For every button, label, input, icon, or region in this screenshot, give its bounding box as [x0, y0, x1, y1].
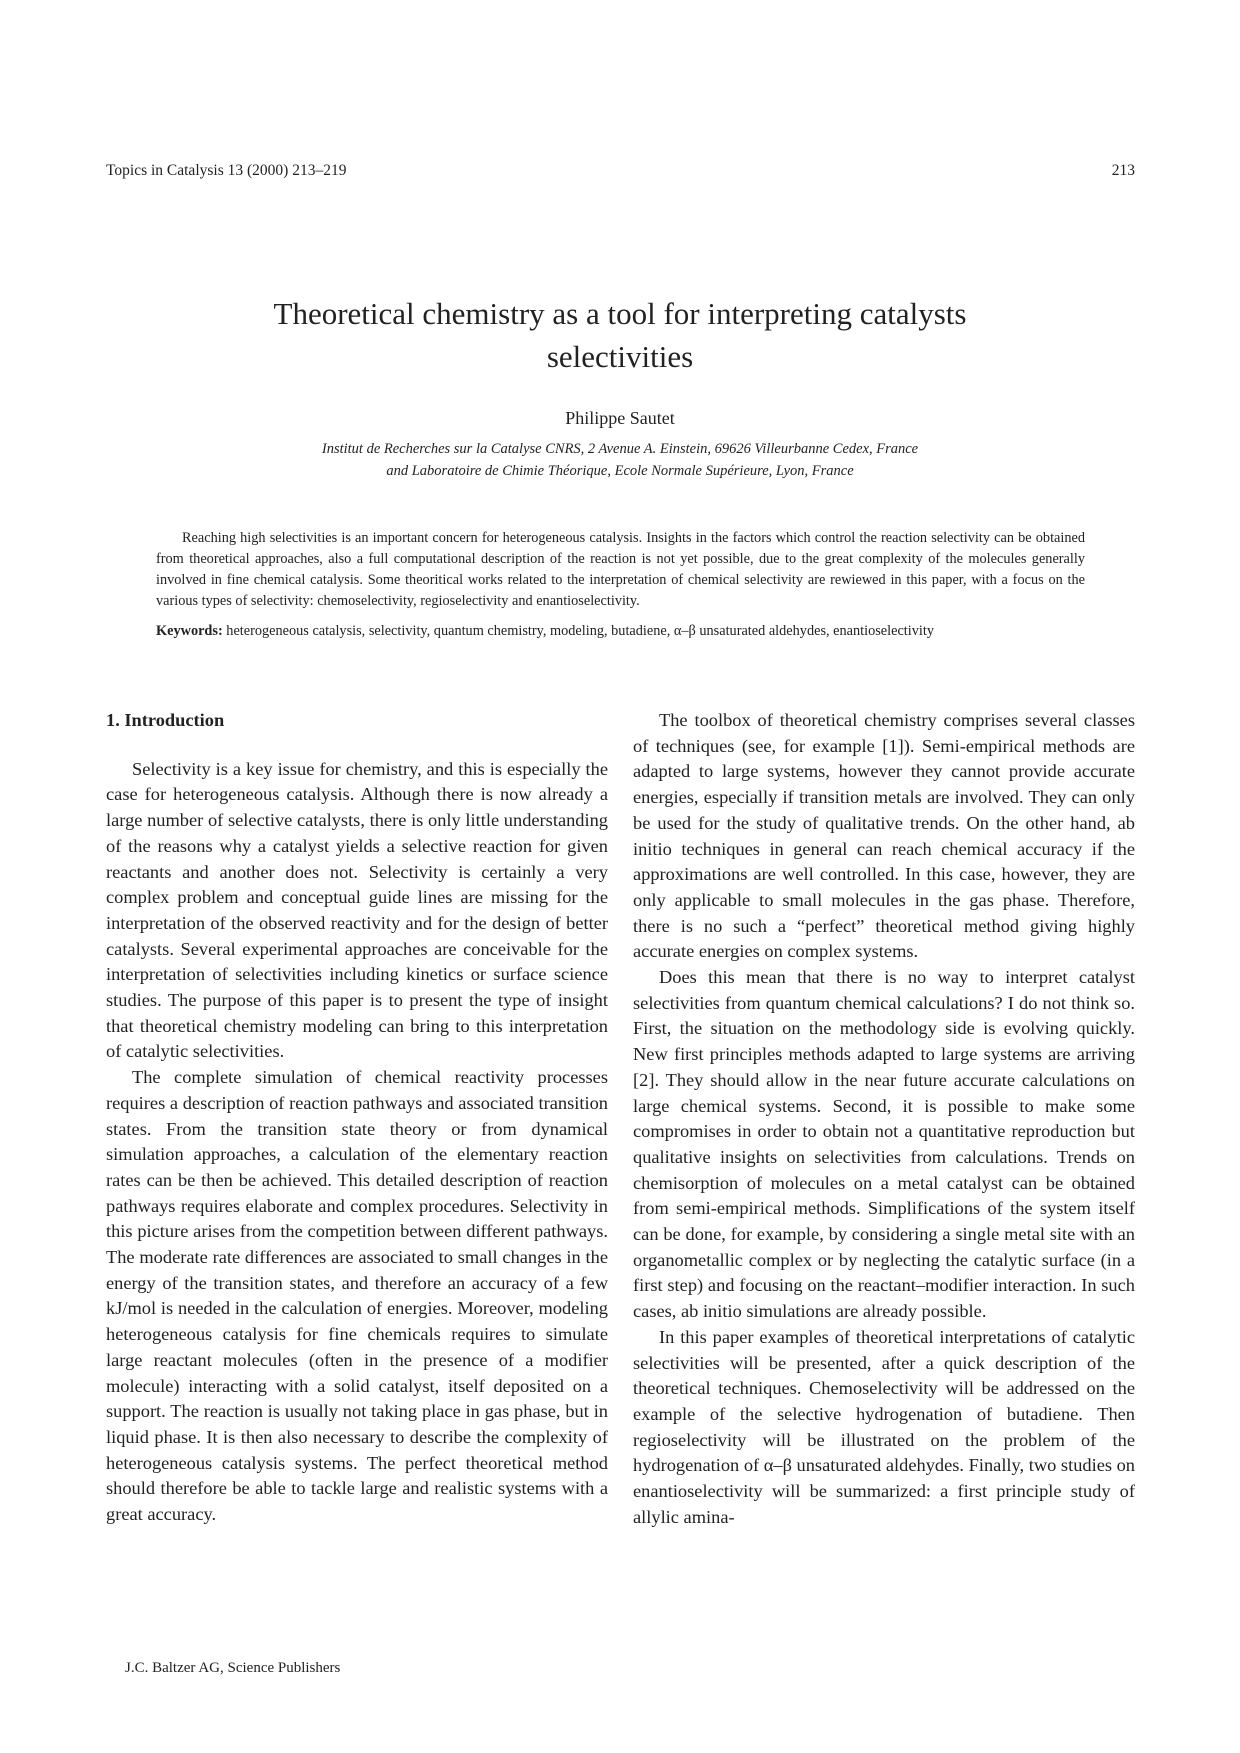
keywords-label: Keywords:: [156, 623, 223, 639]
left-column: [106, 708, 608, 1528]
affiliation-line-2: and Laboratoire de Chimie Théorique, Ecole Normale Supérieure, Lyon, France: [386, 463, 854, 479]
intro-paragraph-3: The toolbox of theoretical chemistry comprises several classes of techniques (see, for example [1]). Semi-empirical methods are adapted to large systems, however they cannot provide accurate energies, especially if transition metals are involved. They can only be used for the study of qualitative trends. On the other hand, ab initio techniques in general can reach chemical accuracy if the approximations are well controlled. In this case, however, they are only applicable to small molecules in the gas phase. Therefore, there is no such a “perfect” theoretical method giving highly accurate energies on complex systems.: [633, 710, 1135, 962]
abstract: [156, 528, 1085, 642]
affiliation-line-1: Institut de Recherches sur la Catalyse CNRS, 2 Avenue A. Einstein, 69626 Villeurbanne Cedex, France: [321, 441, 919, 457]
right-column: [633, 708, 1135, 1531]
intro-paragraph-5: In this paper examples of theoretical interpretations of catalytic selectivities will be presented, after a quick description of the theoretical techniques. Chemoselectivity will be addressed on the example of the selective hydrogenation of butadiene. Then regioselectivity will be illustrated on the problem of the hydrogenation of α–β unsaturated aldehydes. Finally, two studies on enantioselectivity will be summarized: a first principle study of allylic amina-: [633, 1326, 1135, 1527]
abstract-text: Reaching high selectivities is an important concern for heterogeneous catalysis. Insights in the factors which control the reaction selectivity can be obtained from theoretical approaches, also a full computational description of the reaction is not yet possible, due to the great complexity of the molecules generally involved in fine chemical catalysis. Some theoritical works related to the interpretation of chemical selectivity are rewiewed in this paper, with a focus on the various types of selectivity: chemoselectivity, regioselectivity and enantioselectivity.: [156, 530, 1085, 609]
affiliation: [180, 438, 1060, 482]
intro-paragraph-1: Selectivity is a key issue for chemistry, and this is especially the case for heterogeneous catalysis. Although there is now already a large number of selective catalysts, there is only little understanding of the reasons why a catalyst yields a selective reaction for given reactants and another does not. Selectivity is certainly a very complex problem and conceptual guide lines are missing for the interpretation of the observed reactivity and for the design of better catalysts. Several experimental approaches are conceivable for the interpretation of selectivities including kinetics or surface science studies. The purpose of this paper is to present the type of insight that theoretical chemistry modeling can bring to this interpretation of catalytic selectivities.: [106, 758, 608, 1062]
running-header: [106, 162, 1135, 180]
paper-title: [180, 292, 1060, 378]
section-heading: 1. Introduction: [106, 710, 225, 730]
keywords: [156, 621, 1085, 642]
title-line-1: Theoretical chemistry as a tool for interpreting catalysts: [273, 296, 967, 331]
keywords-list: heterogeneous catalysis, selectivity, quantum chemistry, modeling, butadiene, α–β unsaturated aldehydes, enantioselectivity: [226, 623, 934, 639]
intro-paragraph-4: Does this mean that there is no way to interpret catalyst selectivities from quantum chemical calculations? I do not think so. First, the situation on the methodology side is evolving quickly. New first principles methods adapted to large systems are arriving [2]. They should allow in the near future accurate calculations on large chemical systems. Second, it is possible to make some compromises in order to obtain not a quantitative reproduction but qualitative insights on selectivities from calculations. Trends on chemisorption of molecules on a metal catalyst can be obtained from semi-empirical methods. Simplifications of the system itself can be done, for example, by considering a single metal site with an organometallic complex or by neglecting the catalytic surface (in a first step) and focusing on the reactant–modifier interaction. In such cases, ab initio simulations are already possible.: [633, 967, 1135, 1322]
intro-paragraph-2: The complete simulation of chemical reactivity processes requires a description of reaction pathways and associated transition states. From the transition state theory or from dynamical simulation approaches, a calculation of the elementary reaction rates can be then be achieved. This detailed description of reaction pathways requires elaborate and complex procedures. Selectivity in this picture arises from the competition between different pathways. The moderate rate differences are associated to small changes in the energy of the transition states, and therefore an accuracy of a few kJ/mol is needed in the calculation of energies. Moreover, modeling heterogeneous catalysis for fine chemicals requires to simulate large reactant molecules (often in the presence of a modifier molecule) interacting with a solid catalyst, itself deposited on a support. The reaction is usually not taking place in gas phase, but in liquid phase. It is then also necessary to describe the complexity of heterogeneous catalysis systems. The perfect theoretical method should therefore be able to tackle large and realistic systems with a great accuracy.: [106, 1067, 608, 1525]
publisher-footer: J.C. Baltzer AG, Science Publishers: [125, 1660, 341, 1676]
journal-citation: Topics in Catalysis 13 (2000) 213–219: [106, 162, 347, 179]
title-line-2: selectivities: [546, 339, 694, 374]
author-name: Philippe Sautet: [565, 408, 675, 428]
page-number: 213: [1111, 162, 1135, 179]
